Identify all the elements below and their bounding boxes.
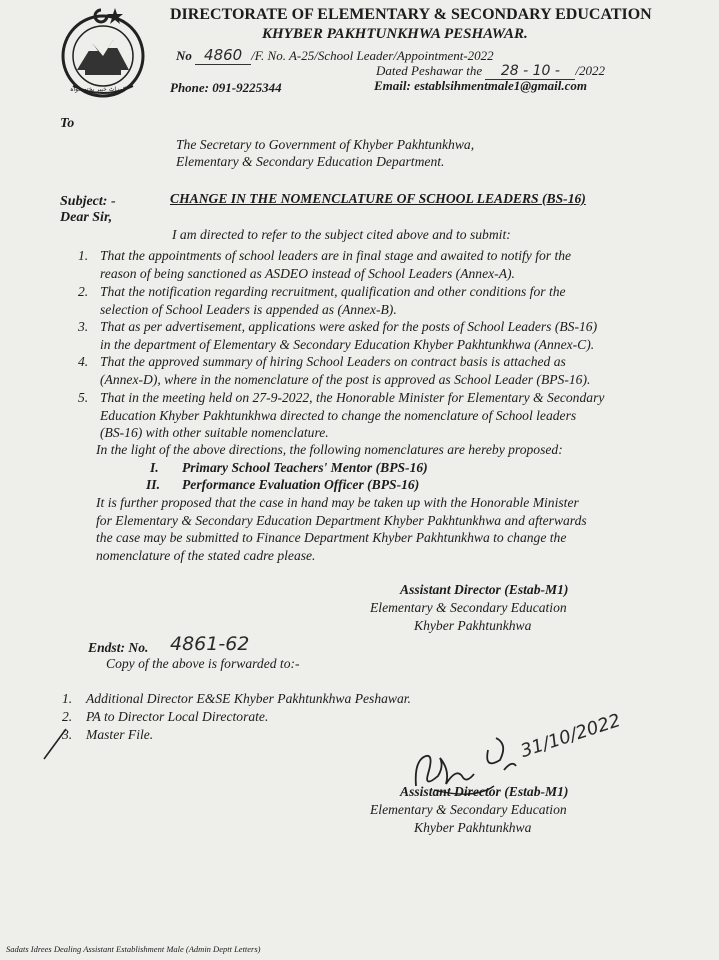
letter-number: 4860 [195,46,251,65]
copy-item-3: 3. Master File. [62,727,154,742]
point-2: 2. That the notification regarding recruitment, qualification and other conditions for the selection of School Leaders is appended as (Annex-B). [78,284,566,317]
directorate-subtitle: KHYBER PAKHTUNKHWA PESHAWAR. [262,26,528,42]
point-3: 3. That as per advertisement, applications were asked for the posts of School Leaders (BS-16) in the department of Elementary & Secondary Education Khyber Pakhtunkhwa (Annex-C). [78,319,598,352]
phone-number: Phone: 091-9225344 [170,80,282,95]
footer-note: Sadats Idrees Dealing Assistant Establishment Male (Admin Deptt Letters) [6,944,261,954]
signatory-2-line-3: Khyber Pakhtunkhwa [414,820,532,835]
logo-script: کوہاٹ خیبر پختونخواہ [70,86,126,93]
signatory-2-line-2: Elementary & Secondary Education [370,802,567,817]
to-label: To [60,116,75,131]
subject-text: CHANGE IN THE NOMENCLATURE OF SCHOOL LEADERS (BS-16) [170,191,586,206]
dated-year: /2022 [575,63,606,78]
proposal-intro: In the light of the above directions, the following nomenclatures are hereby proposed: [96,442,563,457]
tick-mark-icon [42,727,72,761]
endst-label: Endst: No. [88,640,149,655]
directorate-title: DIRECTORATE OF ELEMENTARY & SECONDARY EDUCATION [170,6,652,23]
signatory-1-line-3: Khyber Pakhtunkhwa [414,618,532,633]
email-address: Email: establsihmentmale1@gmail.com [374,78,588,93]
signatory-1-title: Assistant Director (Estab-M1) [400,582,569,597]
proposal-2: II. Performance Evaluation Officer (BPS-16) [146,477,420,492]
subject-label: Subject: - [60,194,116,209]
intro-text: I am directed to refer to the subject cited above and to submit: [172,227,511,242]
addressee-line-2: Elementary & Secondary Education Department. [176,154,445,169]
copy-forward-line: Copy of the above is forwarded to:- [106,656,300,671]
salutation: Dear Sir, [60,210,113,225]
closing-paragraph: It is further proposed that the case in hand may be taken up with the Honorable Minister for Elementary & Secondary Education Department Khyber Pakhtunkhwa and afterwards the case may be submitted to Finance Department Khyber Pakhtunkhwa to change the nomenclature of the stated cadre please. [96,495,587,563]
addressee-line-1: The Secretary to Government of Khyber Pakhtunkhwa, [176,137,475,152]
dated-value: 28 - 10 - [485,63,575,80]
handwritten-date: 31/10/2022 [518,709,624,762]
file-reference: /F. No. A-25/School Leader/Appointment-2022 [251,48,494,63]
point-1: 1. That the appointments of school leaders are in final stage and awaited to notify for the reason of being sanctioned as ASDEO instead of School Leaders (Annex-A). [78,248,572,281]
point-4: 4. That the approved summary of hiring School Leaders on contract basis is attached as (Annex-D), where in the nomenclature of the post is approved as School Leader (BPS-16). [78,354,591,387]
dated-label: Dated Peshawar the [376,63,483,78]
copy-item-1: 1. Additional Director E&SE Khyber Pakhtunkhwa Peshawar. [62,691,411,706]
endst-number: 4861-62 [170,633,250,655]
signatory-1-line-2: Elementary & Secondary Education [370,600,567,615]
signatory-2-title: Assistant Director (Estab-M1) [400,784,569,799]
no-label: No [176,48,192,63]
copy-item-2: 2. PA to Director Local Directorate. [62,709,269,724]
point-5: 5. That in the meeting held on 27-9-2022, the Honorable Minister for Elementary & Secondary Education Khyber Pakhtunkhwa directed to change the nomenclature of School leaders (BS-16) with other suitable nomenclature. [78,390,605,440]
proposal-1: I. Primary School Teachers' Mentor (BPS-16) [150,460,428,475]
